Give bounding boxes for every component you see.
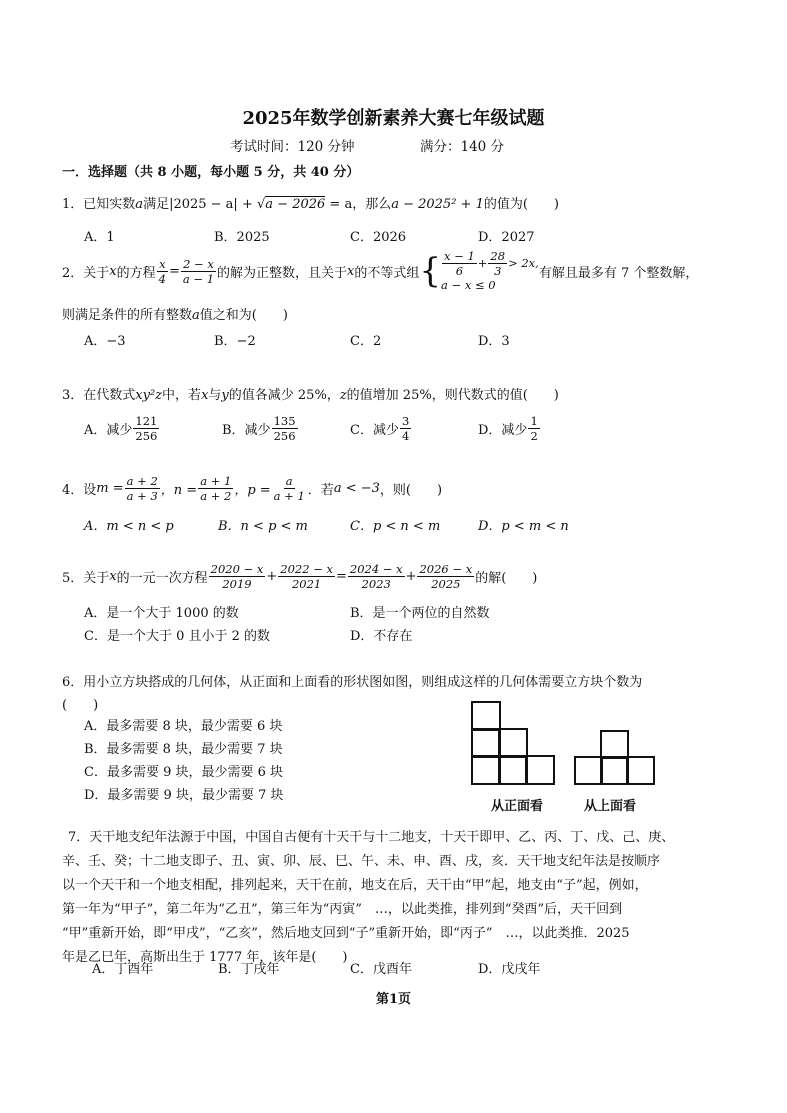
q6-option-a[interactable]: A．最多需要 8 块，最少需要 6 块 bbox=[84, 719, 283, 734]
q2-option-a[interactable]: A．−3 bbox=[84, 334, 126, 349]
front-cell bbox=[472, 702, 500, 730]
q1-option-b[interactable]: B．2025 bbox=[214, 230, 270, 245]
question-6: 6．用小立方块搭成的几何体，从正面和上面看的形状图如图，则组成这样的几何体需要立方块个数为 bbox=[62, 675, 643, 690]
q3-option-b[interactable]: B．减少 $\frac{135}{256}$ bbox=[222, 414, 296, 443]
full-score: 满分：140 分 bbox=[420, 139, 505, 155]
top-cell bbox=[601, 731, 628, 758]
q7-option-c[interactable]: C．戊酉年 bbox=[350, 962, 412, 977]
top-cell bbox=[575, 757, 602, 784]
exam-time: 考试时间：120 分钟 bbox=[230, 139, 355, 155]
front-view-caption: 从正面看 bbox=[491, 799, 544, 814]
page-number: 第1页 bbox=[375, 992, 412, 1007]
q1-option-c[interactable]: C．2026 bbox=[350, 230, 407, 245]
q3-option-c[interactable]: C．减少 $\frac{3}{4}$ bbox=[350, 414, 410, 443]
q4-option-c[interactable]: C．p < n < m bbox=[350, 519, 441, 534]
front-cell bbox=[499, 729, 527, 757]
q3-option-d[interactable]: D．减少 $\frac{1}{2}$ bbox=[478, 414, 538, 443]
q6-option-c[interactable]: C．最多需要 9 块，最少需要 6 块 bbox=[84, 765, 284, 780]
q5-option-a[interactable]: A．是一个大于 1000 的数 bbox=[84, 606, 239, 621]
q5-option-b[interactable]: B．是一个两位的自然数 bbox=[350, 606, 490, 621]
q4-option-b[interactable]: B．n < p < m bbox=[218, 519, 308, 534]
question-6-paren: ( ) bbox=[62, 698, 99, 713]
front-cell bbox=[472, 756, 500, 784]
question-7: 7．天干地支纪年法源于中国，中国自古便有十天干与十二地支，十天干即甲、乙、丙、丁、戊、己、庚、 辛、壬、癸；十二地支即子、丑、寅、卯、辰、巳、午、未、申、酉、戌，亥．天干地支纪年法是按顺序 以一个天干和一个地支相配，排列起来，天干在前，地支在后，天干由“甲”起，地支由“子”起，例如， 第一年为“甲子”，第二年为“乙丑”，第三年为“丙寅” …，以此类推，排列到“癸酉”后，天干回到 “甲”重新开始，即“甲戌”，“乙亥”，然后地支回到“子”重新开始，即“丙子” …，以此类推．2025 年是乙巳年，高斯出生于 1777 年，该年是( ) bbox=[62, 830, 675, 965]
q7-option-b[interactable]: B．丁戌年 bbox=[218, 962, 280, 977]
front-cell bbox=[472, 729, 500, 757]
section-title: 一．选择题（共 8 小题，每小题 5 分，共 40 分） bbox=[62, 165, 360, 180]
top-cell bbox=[627, 757, 654, 784]
question-3: 3．在代数式xy²z中，若x与y的值各减少 25%，z的值增加 25%，则代数式的值( ) bbox=[62, 388, 559, 403]
question-5: 5． 关于 x 的一元一次方程 $\frac{2020 - x}{2019}$ + $\frac{2022 - x}{2021}$ = $\frac{2024 - x}{2023}$ + $\frac{2026 - x}{2025}$ 的解( ) bbox=[62, 562, 538, 591]
q1-option-d[interactable]: D．2027 bbox=[478, 230, 535, 245]
top-cell bbox=[601, 757, 628, 784]
top-view-figure bbox=[573, 729, 659, 787]
q4-option-d[interactable]: D．p < m < n bbox=[478, 519, 569, 534]
q2-option-d[interactable]: D．3 bbox=[478, 334, 510, 349]
q1-option-a[interactable]: A．1 bbox=[84, 230, 115, 245]
q7-option-a[interactable]: A．丁酉年 bbox=[92, 962, 154, 977]
question-1: 1．已知实数a满足|2025 − a| + √a − 2026 = a，那么a − 2025² + 1的值为( ) bbox=[62, 197, 559, 212]
q6-option-b[interactable]: B．最多需要 8 块，最少需要 7 块 bbox=[84, 742, 283, 757]
front-cell bbox=[499, 756, 527, 784]
q5-option-d[interactable]: D．不存在 bbox=[350, 629, 413, 644]
question-2-line-2: 则满足条件的所有整数a值之和为( ) bbox=[62, 308, 288, 323]
q6-option-d[interactable]: D．最多需要 9 块，最少需要 7 块 bbox=[84, 788, 284, 803]
front-view-figure bbox=[470, 700, 560, 786]
q3-option-a[interactable]: A．减少 $\frac{121}{256}$ bbox=[84, 414, 158, 443]
page-title: 2025年数学创新素养大赛七年级试题 bbox=[242, 108, 545, 129]
q2-option-b[interactable]: B．−2 bbox=[214, 334, 256, 349]
top-view-caption: 从上面看 bbox=[584, 799, 637, 814]
q2-option-c[interactable]: C．2 bbox=[350, 334, 382, 349]
q4-option-a[interactable]: A．m < n < p bbox=[84, 519, 174, 534]
question-4: 4． 设 m = $\frac{a + 2}{a + 3}$ ，n = $\frac{a + 1}{a + 2}$ ，p = $\frac{a}{a + 1}$ ．若 a < −3 ，则( ) bbox=[62, 474, 443, 503]
front-cell bbox=[526, 756, 554, 784]
question-2: 2． 关于 x 的方程 $\frac{x}{4}$ = $\frac{2 - x}{a - 1}$ 的解为正整数，且关于 x 的不等式组 { $\frac{x - 1}{6}$ + $\frac{28}{3}$ > 2x, a − x ≤ 0 有解且最多有 7 个整数解， bbox=[62, 249, 699, 292]
q7-option-d[interactable]: D．戊戌年 bbox=[478, 962, 541, 977]
q5-option-c[interactable]: C．是一个大于 0 且小于 2 的数 bbox=[84, 629, 271, 644]
